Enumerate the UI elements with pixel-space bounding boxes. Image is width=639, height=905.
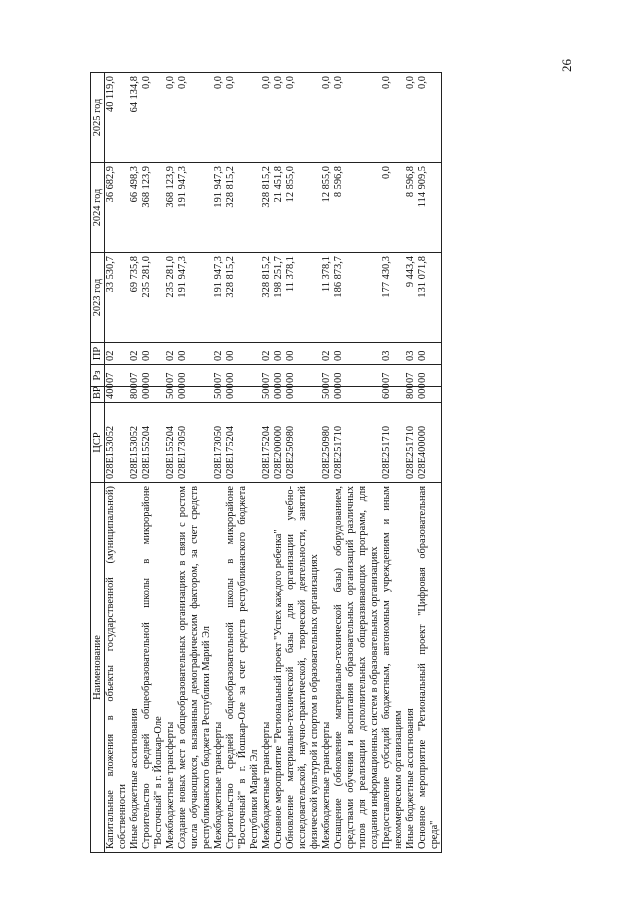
cell-y2024: 328 815,2 <box>225 163 261 253</box>
cell-rz: 00 <box>141 365 165 387</box>
cell-y2025: 0,0 <box>261 73 273 163</box>
cell-pr: 00 <box>285 343 321 365</box>
table-row <box>261 73 273 853</box>
cell-pr: 02 <box>105 343 130 365</box>
header-2024: 2024 год <box>91 163 105 253</box>
cell-name: Предоставление субсидий бюджетным, автономным учреждениям и иным некоммерческим организациям <box>381 483 405 853</box>
cell-rz: 00 <box>333 365 381 387</box>
table-row <box>285 73 321 853</box>
cell-rz: 00 <box>225 365 261 387</box>
cell-csr: 028E251710 <box>405 403 417 483</box>
cell-y2025: 0,0 <box>225 73 261 163</box>
table-row <box>417 73 442 853</box>
cell-y2024: 12 855,0 <box>285 163 321 253</box>
cell-vr: 800 <box>405 387 417 403</box>
cell-name: Иные бюджетные ассигнования <box>405 483 417 853</box>
table-row <box>105 73 130 853</box>
cell-name: Строительство средней общеобразовательной школы в микрорайоне "Восточный" в г. Йошкар-Оле <box>141 483 165 853</box>
cell-pr: 03 <box>405 343 417 365</box>
cell-vr: 500 <box>261 387 273 403</box>
cell-name: Обновление материально-технической базы для организации учебно-исследовательской, научно-практической, творческой деятельности, занятий физической культурой и спортом в образовательных организациях <box>285 483 321 853</box>
cell-y2023: 191 947,3 <box>177 253 213 343</box>
cell-y2023: 198 251,7 <box>273 253 285 343</box>
cell-rz: 00 <box>273 365 285 387</box>
cell-y2025: 0,0 <box>177 73 213 163</box>
cell-rz: 07 <box>105 365 130 387</box>
cell-y2025: 0,0 <box>285 73 321 163</box>
header-2025: 2025 год <box>91 73 105 163</box>
cell-y2023: 235 281,0 <box>165 253 177 343</box>
cell-y2024: 191 947,3 <box>177 163 213 253</box>
cell-pr: 02 <box>261 343 273 365</box>
cell-y2025: 0,0 <box>405 73 417 163</box>
table-row <box>405 73 417 853</box>
header-pr: ПР <box>91 343 105 365</box>
cell-csr: 028E250980 <box>321 403 333 483</box>
table-row <box>273 73 285 853</box>
table-row <box>165 73 177 853</box>
table-body <box>105 73 442 853</box>
cell-csr: 028E153052 <box>129 403 141 483</box>
cell-y2025: 0,0 <box>417 73 442 163</box>
cell-vr: 000 <box>333 387 381 403</box>
cell-y2023: 328 815,2 <box>225 253 261 343</box>
cell-csr: 028E173050 <box>177 403 213 483</box>
cell-y2024: 328 815,2 <box>261 163 273 253</box>
cell-y2025: 0,0 <box>333 73 381 163</box>
cell-vr: 000 <box>285 387 321 403</box>
cell-rz: 07 <box>381 365 405 387</box>
cell-y2025: 0,0 <box>165 73 177 163</box>
cell-rz: 07 <box>405 365 417 387</box>
cell-y2023: 177 430,3 <box>381 253 405 343</box>
header-2023: 2023 год <box>91 253 105 343</box>
cell-y2025: 64 134,8 <box>129 73 141 163</box>
cell-y2024: 36 682,9 <box>105 163 130 253</box>
cell-y2023: 328 815,2 <box>261 253 273 343</box>
cell-y2023: 69 735,8 <box>129 253 141 343</box>
cell-y2025: 0,0 <box>321 73 333 163</box>
cell-y2024: 12 855,0 <box>321 163 333 253</box>
cell-pr: 02 <box>129 343 141 365</box>
header-csr: ЦСР <box>91 403 105 483</box>
cell-rz: 00 <box>417 365 442 387</box>
cell-name: Оснащение (обновление материально-технической базы) оборудованием, средствами обучения и воспитания образовательных организаций различных типов для реализации дополнительных общеразвивающих программ, для создания информационных систем в образовательных организациях <box>333 483 381 853</box>
cell-rz: 07 <box>165 365 177 387</box>
cell-y2025: 0,0 <box>381 73 405 163</box>
cell-y2025: 0,0 <box>141 73 165 163</box>
table-row <box>141 73 165 853</box>
cell-y2023: 191 947,3 <box>213 253 225 343</box>
cell-y2024: 8 596,8 <box>333 163 381 253</box>
table-row <box>213 73 225 853</box>
cell-name: Основное мероприятие "Региональный проект "Цифровая образовательная среда" <box>417 483 442 853</box>
cell-csr: 028E200000 <box>273 403 285 483</box>
cell-csr: 028E250980 <box>285 403 321 483</box>
header-vr: ВР <box>91 387 105 403</box>
cell-csr: 028E251710 <box>381 403 405 483</box>
cell-vr: 000 <box>141 387 165 403</box>
table-row <box>333 73 381 853</box>
cell-vr: 500 <box>165 387 177 403</box>
table-row <box>177 73 213 853</box>
cell-name: Создание новых мест в общеобразовательных организациях в связи с ростом числа обучающихся, вызванным демографическим фактором, за счет средств республиканского бюджета Республики Марий Эл <box>177 483 213 853</box>
cell-rz: 00 <box>285 365 321 387</box>
cell-vr: 000 <box>225 387 261 403</box>
cell-csr: 028E251710 <box>333 403 381 483</box>
cell-rz: 00 <box>177 365 213 387</box>
cell-y2023: 131 071,8 <box>417 253 442 343</box>
cell-rz: 07 <box>213 365 225 387</box>
cell-pr: 00 <box>417 343 442 365</box>
cell-name: Иные бюджетные ассигнования <box>129 483 141 853</box>
cell-vr: 800 <box>129 387 141 403</box>
header-rz: Рз <box>91 365 105 387</box>
cell-y2023: 11 378,1 <box>321 253 333 343</box>
cell-pr: 02 <box>165 343 177 365</box>
cell-name: Межбюджетные трансферты <box>165 483 177 853</box>
cell-y2023: 9 443,4 <box>405 253 417 343</box>
cell-y2024: 66 498,3 <box>129 163 141 253</box>
cell-pr: 02 <box>213 343 225 365</box>
cell-y2025: 40 119,0 <box>105 73 130 163</box>
cell-y2024: 114 909,5 <box>417 163 442 253</box>
cell-name: Межбюджетные трансферты <box>321 483 333 853</box>
cell-y2024: 21 451,8 <box>273 163 285 253</box>
cell-y2023: 11 378,1 <box>285 253 321 343</box>
cell-pr: 03 <box>381 343 405 365</box>
cell-csr: 028E175204 <box>225 403 261 483</box>
cell-pr: 02 <box>321 343 333 365</box>
cell-vr: 000 <box>177 387 213 403</box>
cell-name: Строительство средней общеобразовательной школы в микрорайоне "Восточный" в г. Йошкар-Оле за счет средств республиканского бюджета Республики Марий Эл <box>225 483 261 853</box>
table-row <box>129 73 141 853</box>
cell-name: Межбюджетные трансферты <box>213 483 225 853</box>
cell-y2024: 8 596,8 <box>405 163 417 253</box>
cell-vr: 000 <box>273 387 285 403</box>
cell-y2024: 368 123,9 <box>165 163 177 253</box>
header-name: Наименование <box>91 483 105 853</box>
cell-name: Капитальные вложения в объекты государственной (муниципальной) собственности <box>105 483 130 853</box>
table-header-row <box>91 73 105 853</box>
table-row <box>321 73 333 853</box>
cell-pr: 00 <box>177 343 213 365</box>
cell-vr: 500 <box>321 387 333 403</box>
cell-csr: 028E153052 <box>105 403 130 483</box>
cell-pr: 00 <box>333 343 381 365</box>
page-number: 26 <box>559 59 574 72</box>
cell-y2023: 235 281,0 <box>141 253 165 343</box>
budget-table <box>90 72 442 853</box>
table-row <box>225 73 261 853</box>
cell-rz: 07 <box>129 365 141 387</box>
cell-y2024: 191 947,3 <box>213 163 225 253</box>
cell-csr: 028E400000 <box>417 403 442 483</box>
cell-y2023: 186 873,7 <box>333 253 381 343</box>
cell-pr: 00 <box>273 343 285 365</box>
cell-csr: 028E155204 <box>165 403 177 483</box>
cell-name: Основное мероприятие "Региональный проект "Успех каждого ребенка" <box>273 483 285 853</box>
cell-csr: 028E173050 <box>213 403 225 483</box>
cell-y2025: 0,0 <box>273 73 285 163</box>
cell-y2024: 368 123,9 <box>141 163 165 253</box>
cell-csr: 028E175204 <box>261 403 273 483</box>
cell-vr: 400 <box>105 387 130 403</box>
cell-pr: 00 <box>141 343 165 365</box>
cell-name: Межбюджетные трансферты <box>261 483 273 853</box>
cell-vr: 600 <box>381 387 405 403</box>
budget-table-container <box>90 73 530 853</box>
cell-vr: 500 <box>213 387 225 403</box>
cell-rz: 07 <box>261 365 273 387</box>
cell-rz: 07 <box>321 365 333 387</box>
cell-vr: 000 <box>417 387 442 403</box>
cell-pr: 00 <box>225 343 261 365</box>
cell-y2025: 0,0 <box>213 73 225 163</box>
cell-y2023: 33 530,7 <box>105 253 130 343</box>
cell-csr: 028E155204 <box>141 403 165 483</box>
cell-y2024: 0,0 <box>381 163 405 253</box>
table-row <box>381 73 405 853</box>
